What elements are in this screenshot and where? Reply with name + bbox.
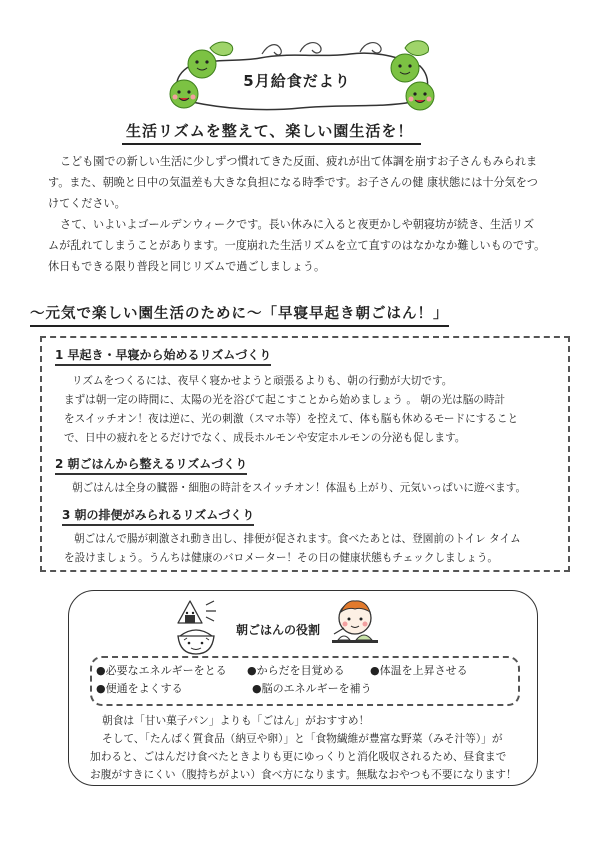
role-item: ●からだを目覚める [247, 664, 345, 677]
tip3-line: を設けましょう。うんちは健康のバロメーター！その日の健康状態もチェックしましょう。 [64, 552, 499, 564]
leaf-left-icon [210, 42, 233, 56]
tip1-title: 1 早起き・早寝から始めるリズムづくり [55, 346, 271, 366]
para1-line: す。また、朝晩と日中の気温差も大きな負担になる時季です。お子さんの健 康状態には十分気をつ [48, 176, 538, 189]
breakfast-line: そして、「たんぱく質食品（納豆や卵）」と「食物繊維が豊富な野菜（みそ汁等）」が [102, 732, 503, 745]
para1-line: こども園での新しい生活に少しずつ慣れてきた反面、疲れが出て体調を崩すお子さんもみられま [60, 155, 538, 168]
section1-heading: 生活リズムを整えて、楽しい園生活を！ [126, 120, 413, 141]
breakfast-text [90, 712, 560, 784]
tip1-line: まずは朝一定の時間に、太陽の光を浴びて起こすことから始めましょう 。 朝の光は脳の時計 [64, 394, 506, 406]
tip3-title: 3 朝の排便がみられるリズムづくり [62, 506, 254, 526]
tip1-line: リズムをつくるには、夜早く寝かせようと頑張るよりも、朝の行動が大切です。 [72, 375, 453, 387]
para1-line: けてください。 [48, 197, 126, 210]
para2-line: さて、いよいよゴールデンウィークです。長い休みに入ると夜更かしや朝寝坊が続き、生活リズ [60, 218, 535, 231]
breakfast-line: お腹がすきにくい（腹持ちがよい）食べ方になります。無駄なおやつも不要になります！ [90, 768, 517, 781]
tip2-line: 朝ごはんは全身の臓器・細胞の時計をスイッチオン！体温も上がり、元気いっぱいに遊べます。 [72, 482, 527, 494]
role-item: ●必要なエネルギーをとる [96, 664, 227, 677]
vine-curl-left [262, 45, 281, 55]
pea-left-bottom-icon [170, 80, 198, 108]
role-item: ●体温を上昇させる [370, 664, 468, 677]
tip1-line: をスイッチオン！夜は逆に、光の刺激（スマホ等）を控えて、体も脳も休めるモードにすること [64, 413, 519, 425]
pea-right-top-icon [391, 54, 419, 82]
page-title: 5月給食だより [243, 72, 351, 90]
breakfast-title: 朝ごはんの役割 [236, 623, 321, 637]
para2-line: 休日もできる限り普段と同じリズムで過ごしましょう。 [48, 260, 326, 273]
intro-text [48, 151, 568, 277]
tip1-line: で、日中の疲れをとるだけでなく、成長ホルモンや安定ホルモンの分泌も促します。 [64, 432, 466, 444]
child-eating-icon [320, 596, 390, 656]
tip1-body [64, 372, 564, 448]
section2-heading: ～元気で楽しい園生活のために～「早寝早起き朝ごはん！」 [30, 302, 449, 323]
tip2-body [72, 479, 564, 498]
breakfast-line: 朝食は「甘い菓子パン」よりも「ごはん」がおすすめ！ [102, 714, 370, 727]
role-item: ●脳のエネルギーを補う [252, 682, 372, 695]
tip3-line: 朝ごはんで腸が刺激され動き出し、排便が促されます。食べたあとは、登園前のトイレ タイム [74, 533, 521, 545]
vine-curl-mid [300, 43, 321, 53]
rice-bowl-icon [176, 624, 226, 660]
pea-right-bottom-icon [406, 82, 434, 110]
pea-left-top-icon [188, 50, 216, 78]
para2-line: ムが乱れてしまうことがあります。一度崩れた生活リズムを立て直すのはなかなか難しいものです。 [48, 239, 546, 252]
leaf-right-icon [405, 41, 429, 56]
vine-curl-right [360, 43, 381, 53]
breakfast-line: 加わると、ごはんだけ食べたときよりも更にゆっくりと消化吸収されるため、昼食まで [90, 750, 507, 763]
role-item: ●便通をよくする [96, 682, 183, 695]
tip2-title: 2 朝ごはんから整えるリズムづくり [55, 455, 247, 475]
tip3-body [64, 530, 564, 568]
